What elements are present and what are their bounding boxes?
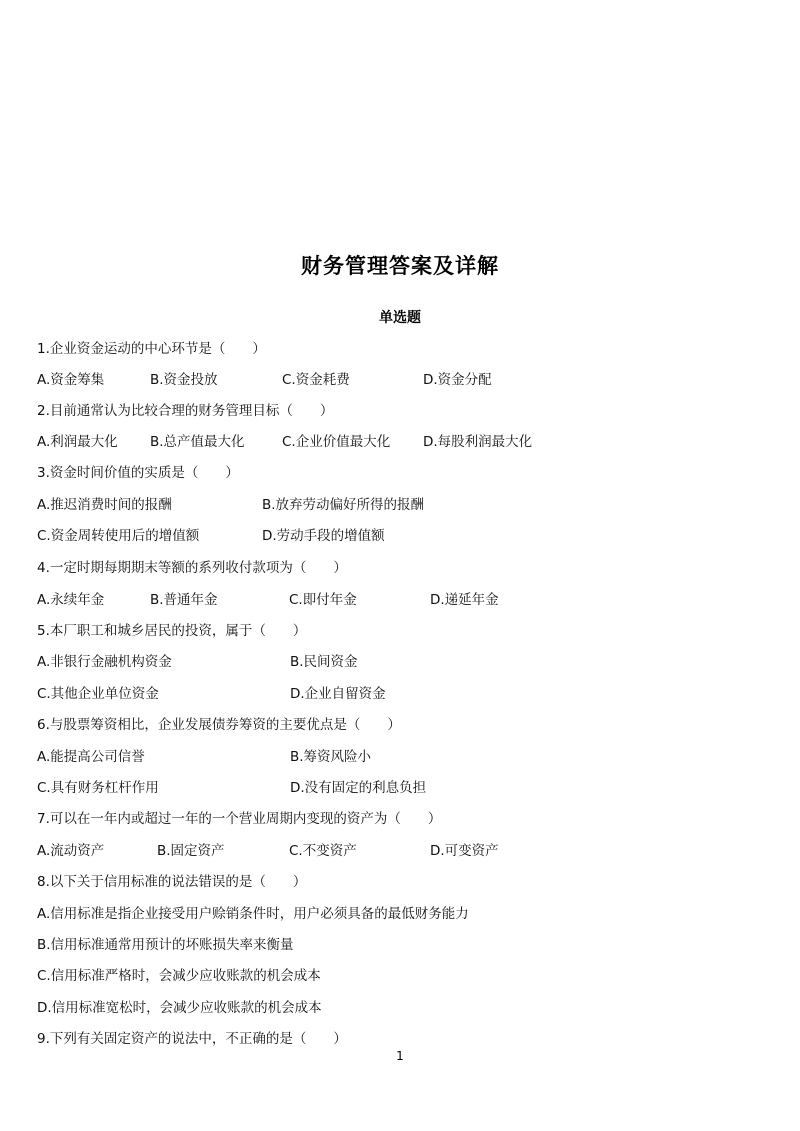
option-b: B.资金投放	[150, 372, 218, 388]
option-c: C.资金周转使用后的增值额	[37, 528, 200, 544]
option-b: B.民间资金	[290, 654, 358, 670]
option-d: D.信用标准宽松时，会减少应收账款的机会成本	[37, 1000, 322, 1016]
option-a: A.资金筹集	[37, 372, 105, 388]
document-title: 财务管理答案及详解	[301, 254, 499, 278]
option-d: D.可变资产	[430, 843, 499, 859]
option-b: B.放弃劳动偏好所得的报酬	[262, 497, 425, 513]
option-d: D.企业自留资金	[290, 686, 386, 702]
option-a: A.永续年金	[37, 592, 105, 608]
option-a: A.推迟消费时间的报酬	[37, 497, 172, 513]
question-stem: 4.一定时期每期期末等额的系列收付款项为（ ）	[37, 560, 347, 576]
option-a: A.利润最大化	[37, 434, 118, 450]
question-stem: 3.资金时间价值的实质是（ ）	[37, 465, 239, 481]
option-b: B.固定资产	[157, 843, 225, 859]
question-stem: 9.下列有关固定资产的说法中，不正确的是（ ）	[37, 1031, 347, 1047]
question-stem: 2.目前通常认为比较合理的财务管理目标（ ）	[37, 403, 334, 419]
question-stem: 1.企业资金运动的中心环节是（ ）	[37, 341, 266, 357]
option-b: B.总产值最大化	[150, 434, 245, 450]
option-a: A.非银行金融机构资金	[37, 654, 172, 670]
option-c: C.其他企业单位资金	[37, 686, 159, 702]
option-d: D.劳动手段的增值额	[262, 528, 385, 544]
page-number: 1	[396, 1049, 404, 1063]
option-c: C.不变资产	[289, 843, 357, 859]
option-d: D.每股利润最大化	[423, 434, 533, 450]
option-b: B.筹资风险小	[290, 749, 372, 765]
question-stem: 7.可以在一年内或超过一年的一个营业周期内变现的资产为（ ）	[37, 811, 442, 827]
option-c: C.具有财务杠杆作用	[37, 780, 159, 796]
option-d: D.递延年金	[430, 592, 499, 608]
option-b: B.普通年金	[150, 592, 218, 608]
question-stem: 8.以下关于信用标准的说法错误的是（ ）	[37, 874, 307, 890]
section-title: 单选题	[379, 310, 421, 326]
option-a: A.能提高公司信誉	[37, 749, 145, 765]
option-c: C.企业价值最大化	[282, 434, 391, 450]
option-d: D.资金分配	[423, 372, 492, 388]
option-a: A.流动资产	[37, 843, 105, 859]
question-stem: 6.与股票筹资相比，企业发展债券筹资的主要优点是（ ）	[37, 717, 401, 733]
option-d: D.没有固定的利息负担	[290, 780, 427, 796]
option-c: C.即付年金	[289, 592, 357, 608]
question-stem: 5.本厂职工和城乡居民的投资，属于（ ）	[37, 623, 307, 639]
option-a: A.信用标准是指企业接受用户赊销条件时，用户必须具备的最低财务能力	[37, 906, 469, 922]
option-c: C.资金耗费	[282, 372, 350, 388]
option-b: B.信用标准通常用预计的坏账损失率来衡量	[37, 937, 294, 953]
option-c: C.信用标准严格时，会减少应收账款的机会成本	[37, 968, 321, 984]
